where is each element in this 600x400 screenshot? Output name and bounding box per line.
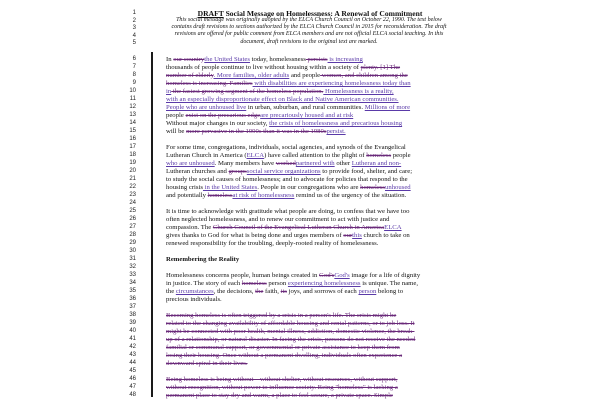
line-13: people exist on the precarious edgeare precariously housed and at risk [166,112,354,119]
line-number: 8 [132,72,136,78]
title-text: Social Message on Homelessness: A Renewal of Commitment [223,9,423,18]
line-number: 15 [129,128,136,134]
line-10: in the fastest growing segment of the homeless population. Homelessness is a reality, [166,88,394,95]
line-19: who are unhoused. Many members have workedpartnered with other Lutheran and non- [166,160,402,167]
line-number: 44 [129,360,136,366]
line-number: 32 [129,264,136,270]
line-39: related to the changing availability of affordable housing and rental patterns, or to job loss. It [166,320,415,327]
line-number: 3 [132,25,136,31]
line-28: gives thanks to God for what is being done and urges members of ourthis church to take on [166,232,410,239]
line-number: 16 [129,136,136,142]
line-number: 42 [129,344,136,350]
line-40: might be connected with poor health, mental illness, addiction, domestic violence, the break- [166,328,415,335]
line-number: 9 [132,80,136,86]
line-number: 23 [129,192,136,198]
line-number: 12 [129,104,136,110]
line-number: 48 [129,392,136,398]
line-number: 13 [129,112,136,118]
line-number: 4 [132,32,136,39]
line-number: 37 [129,304,136,310]
line-26: often neglected homelessness, and to renew our commitment to act with justice and [166,216,390,223]
line-number: 40 [129,328,136,334]
line-number: 39 [129,320,136,326]
line-33: Homelessness concerns people, human beings created in God'sGod's image for a life of dignity [166,272,421,279]
line-number: 22 [129,184,136,190]
line-12: People who are unhoused live in urban, suburban, and rural communities. Millions of more [166,104,411,111]
line-number: 24 [129,200,136,206]
line-number: 10 [129,88,136,94]
line-43: losing their housing. Once without a permanent dwelling, individuals often experience a [166,352,403,359]
line-number: 33 [129,272,136,278]
line-47: without recognition, without power to influence society. Being "homeless" is lacking a [166,384,398,391]
line-number: 11 [129,96,136,102]
line-number: 47 [129,384,136,390]
line-21: to study the social causes of homelessness; and to advocate for policies that respond to the [166,176,408,183]
line-number: 1 [132,10,136,16]
line-6: In our countrythe United States today, homelessness persists is increasing [166,56,363,63]
line-11: with an especially disproportionate effect on Black and Native American communities. [166,96,399,103]
line-44: downward spiral in their lives. [166,360,248,367]
line-number: 17 [129,144,136,150]
line-42: familial or communal support, or governmental or private assistance to keep them from [166,344,400,351]
line-number: 26 [129,216,136,222]
line-8: number of elderly. More families, older adults and people women, and children among the [166,72,408,79]
line-18: Lutheran Church in America (ELCA) have called attention to the plight of homeless people [166,152,411,159]
line-number: 29 [129,240,136,246]
line-number: 38 [129,312,136,318]
line-number: 45 [129,368,136,374]
draft-label: DRAFT [197,9,224,18]
line-number: 28 [129,232,136,238]
line-number: 34 [129,280,136,286]
line-23: and potentially homelessat risk of homelessness remind us of the urgency of the situation. [166,192,407,199]
line-48: permanent place to stay dry and warm, a place to feel secure, a private space. Simple [166,392,393,399]
line-15: will be more pervasive in the 1990s than it was in the 1980spersist. [166,128,346,135]
line-number: 25 [129,208,136,214]
line-number: 41 [129,336,136,342]
line-7: thousands of people continue to live without housing within a society of plenty. [1] The [166,64,401,71]
intro-note: This social message was originally adopted by the ELCA Church Council on October 22, 1990. The text below contains draft revisions to sections authorized by the ELCA Church Council in 2015 for reconsideration. The draft revisions are offered for public comment from ELCA members and are not official ELCA social teaching. In this document, draft revisions to the original text are marked. [171,17,447,45]
line-number: 46 [129,376,136,382]
line-46: Being homeless is being without—without shelter, without resources, without support, [166,376,398,383]
line-35: the circumstances, the decisions, the faith, its joys, and sorrows of each person belong to [166,288,404,295]
line-14: Without major changes in our society, the crisis of homelessness and precarious housing [166,120,403,127]
line-number: 14 [129,120,136,126]
line-number: 19 [129,160,136,166]
line-number: 43 [129,352,136,358]
line-number: 27 [129,224,136,230]
line-number: 20 [129,168,136,174]
line-41: up of a relationship, or natural disaster. In facing the crisis, persons do not receive the needed [166,336,416,343]
line-number: 2 [132,17,136,24]
line-number: 18 [129,152,136,158]
line-number: 6 [132,56,136,62]
line-number: 7 [132,64,136,70]
line-27: compassion. The Church Council of the Evangelical Lutheran Church in AmericaELCA [166,224,402,231]
line-9: homeless is increasing. Families with disabilities are experiencing homelessness today than [166,80,411,87]
line-number: 35 [129,288,136,294]
line-29: renewed responsibility for the troubling, deeply-rooted reality of homelessness. [166,240,379,247]
line-number: 31 [129,256,136,262]
line-number: 30 [129,248,136,254]
line-20: Lutheran churches and groupssocial service organizations to provide food, shelter, and care; [166,168,413,175]
line-number: 21 [129,176,136,182]
line-22: housing crisis in the United States. People in our congregations who are homelessunhoused [166,184,411,191]
revision-bar [151,52,153,397]
section-heading: Remembering the Reality [166,256,240,263]
line-25: It is time to acknowledge with gratitude what people are doing, to confess that we have too [166,208,410,215]
line-34: in justice. The story of each homeless person experiencing homelessness is unique. The name, [166,280,418,287]
line-17: For some time, congregations, individuals, social agencies, and synods of the Evangelical [166,144,406,151]
line-36: precious individuals. [166,296,222,303]
line-number: 5 [132,40,136,46]
line-number: 36 [129,296,136,302]
line-38: Becoming homeless is often triggered by a crisis in a person's life. The crisis might be [166,312,397,319]
